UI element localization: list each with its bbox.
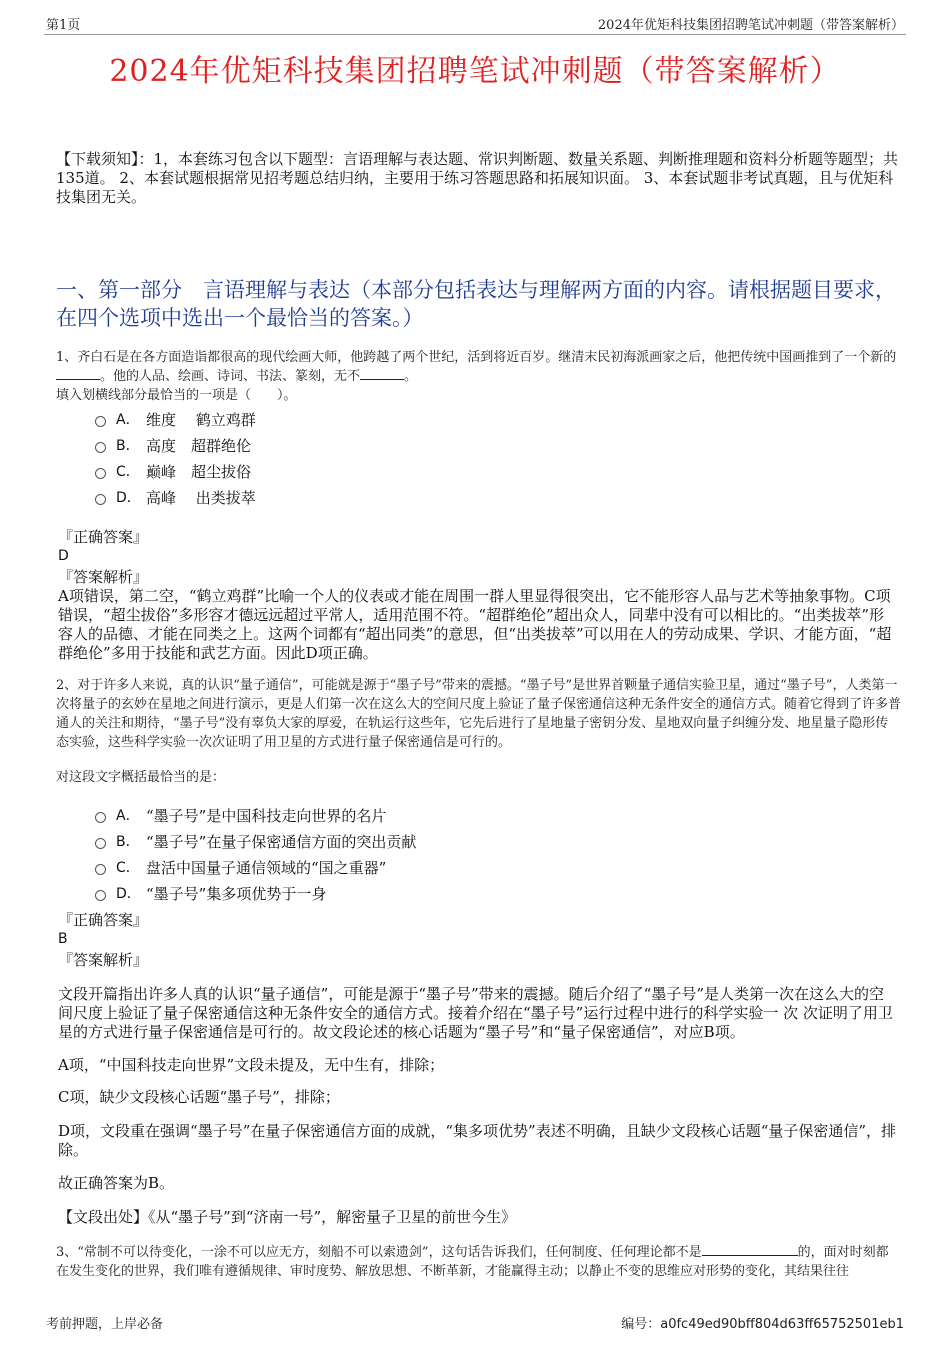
question-2-stem: 2、对于许多人来说，真的认识“量子通信”，可能就是源于“墨子号”带来的震撼。“墨子号”是世界首颗量子通信实验卫星，通过“墨子号”，人类第一次将量子的玄妙在星地之间进行演示，更是人们第一次在这么大的空间尺度上验证了量子保密通信这种无条件安全的通信方式。随着它得到了许多普通人的关注和期待，“墨子号”没有辜负大家的厚爱，在轨运行这些年，它先后进行了星地量子密钥分发、星地双向量子纠缠分发、地星量子隐形传态实验，这些科学实验一次次证明了用卫星的方式进行量子保密通信是可行的。 [56, 678, 902, 750]
header-rule [44, 34, 906, 35]
radio-icon[interactable] [95, 890, 106, 901]
question-1-prompt: 填入划横线部分最恰当的一项是（ ）。 [56, 388, 297, 403]
footer-code-label: 编号： [621, 1317, 661, 1332]
footer-code-value: a0fc49ed90bff804d63ff65752501eb1 [660, 1317, 904, 1332]
page-title: 2024年优矩科技集团招聘笔试冲刺题（带答案解析） [109, 54, 841, 89]
question-1-stem [56, 348, 901, 405]
radio-icon[interactable] [95, 416, 106, 427]
correct-answer-label: 『正确答案』 [58, 911, 149, 929]
question-3-text-b: 的，面对时刻都在发生变化的世界，我们唯有遵循规律、审时度势、解放思想、不断革新，才能赢得主动；以静止不变的思维应对形势的变化，其结果往往 [56, 1245, 889, 1279]
analysis-option-a: A项，“中国科技走向世界”文段未提及，无中生有，排除； [58, 1056, 445, 1074]
radio-icon[interactable] [95, 812, 106, 823]
header-doc-title: 2024年优矩科技集团招聘笔试冲刺题（带答案解析） [597, 18, 904, 33]
correct-answer: B [58, 931, 68, 947]
radio-icon[interactable] [95, 864, 106, 875]
analysis-text: A项错误，第二空，“鹤立鸡群”比喻一个人的仪表或才能在周围一群人里显得很突出，它不能形容人品与艺术等抽象事物。C项错误，“超尘拔俗”多形容才德远远超过平常人，适用范围不符。“超群绝伦”超出众人，同辈中没有可以相比的。“出类拔萃”形容人的品德、才能在同类之上。这两个词都有“超出同类”的意思，但“出类拔萃”可以用在人的劳动成果、学识、才能方面，“超群绝伦”多用于技能和武艺方面。因此D项正确。 [58, 587, 892, 662]
question-1-text-b: 。他的人品、绘画、诗词、书法、篆刻，无不 [100, 369, 361, 384]
option-b[interactable]: B． 高度 超群绝伦 [95, 432, 256, 458]
footer-code [621, 1313, 904, 1332]
option-c[interactable]: C． 巅峰 超尘拔俗 [95, 458, 256, 484]
radio-icon[interactable] [95, 494, 106, 505]
analysis-label: 『答案解析』 [58, 568, 149, 586]
option-a[interactable]: A． “墨子号”是中国科技走向世界的名片 [95, 802, 416, 828]
radio-icon[interactable] [95, 468, 106, 479]
section-heading: 一、第一部分 言语理解与表达（本部分包括表达与理解两方面的内容。请根据题目要求，在四个选项中选出一个最恰当的答案。） [56, 278, 896, 330]
analysis-option-c: C项，缺少文段核心话题“墨子号”，排除； [58, 1088, 340, 1106]
analysis-text: 文段开篇指出许多人真的认识“量子通信”，可能是源于“墨子号”带来的震撼。随后介绍了“墨子号”是人类第一次在这么大的空间尺度上验证了量子保密通信这种无条件安全的通信方式。接着介绍在“墨子号”运行过程中进行的科学实验一 次 次证明了用卫星的方式进行量子保密通信是可行的。故文段论述的核心话题为“墨子号”和“量子保密通信”，对应B项。 [58, 985, 893, 1041]
question-1-options [95, 406, 256, 510]
fill-blank [702, 1243, 798, 1256]
radio-icon[interactable] [95, 442, 106, 453]
question-2-prompt: 对这段文字概括最恰当的是： [56, 770, 226, 785]
analysis-option-d: D项，文段重在强调“墨子号”在量子保密通信方面的成就，“集多项优势”表述不明确，且缺少文段核心话题“量子保密通信”，排除。 [58, 1122, 897, 1159]
option-a[interactable]: A． 维度 鹤立鸡群 [95, 406, 256, 432]
fill-blank [360, 367, 404, 380]
page-number: 第1页 [46, 18, 81, 33]
question-3-text-a: 3、“常制不可以待变化，一涂不可以应无方，刻船不可以索遗剑”，这句话告诉我们，任何制度、任何理论都不是 [56, 1245, 702, 1260]
radio-icon[interactable] [95, 838, 106, 849]
download-notice: 【下载须知】：1，本套练习包含以下题型：言语理解与表达题、常识判断题、数量关系题、判断推理题和资料分析题等题型；共135道。 2、本套试题根据常见招考题总结归纳，主要用于练习答题思路和拓展知识面。 3、本套试题非考试真题，且与优矩科技集团无关。 [56, 150, 899, 206]
option-b[interactable]: B． “墨子号”在量子保密通信方面的突出贡献 [95, 828, 416, 854]
fill-blank [56, 367, 100, 380]
passage-source: 【文段出处】《从“墨子号”到“济南一号”，解密量子卫星的前世今生》 [58, 1208, 517, 1226]
correct-answer-label: 『正确答案』 [58, 528, 149, 546]
question-1-text-a: 1、齐白石是在各方面造诣都很高的现代绘画大师，他跨越了两个世纪，活到将近百岁。继清末民初海派画家之后，他把传统中国画推到了一个新的 [56, 350, 897, 365]
question-3-stem [56, 1243, 901, 1281]
question-2-options [95, 802, 416, 906]
option-d[interactable]: D． 高峰 出类拔萃 [95, 484, 256, 510]
question-1-text-c: 。 [404, 369, 418, 384]
option-c[interactable]: C． 盘活中国量子通信领域的“国之重器” [95, 854, 416, 880]
footer-slogan: 考前押题，上岸必备 [46, 1317, 164, 1332]
analysis-label: 『答案解析』 [58, 951, 149, 969]
analysis-conclusion: 故正确答案为B。 [58, 1174, 175, 1192]
correct-answer: D [58, 548, 69, 564]
option-d[interactable]: D． “墨子号”集多项优势于一身 [95, 880, 416, 906]
